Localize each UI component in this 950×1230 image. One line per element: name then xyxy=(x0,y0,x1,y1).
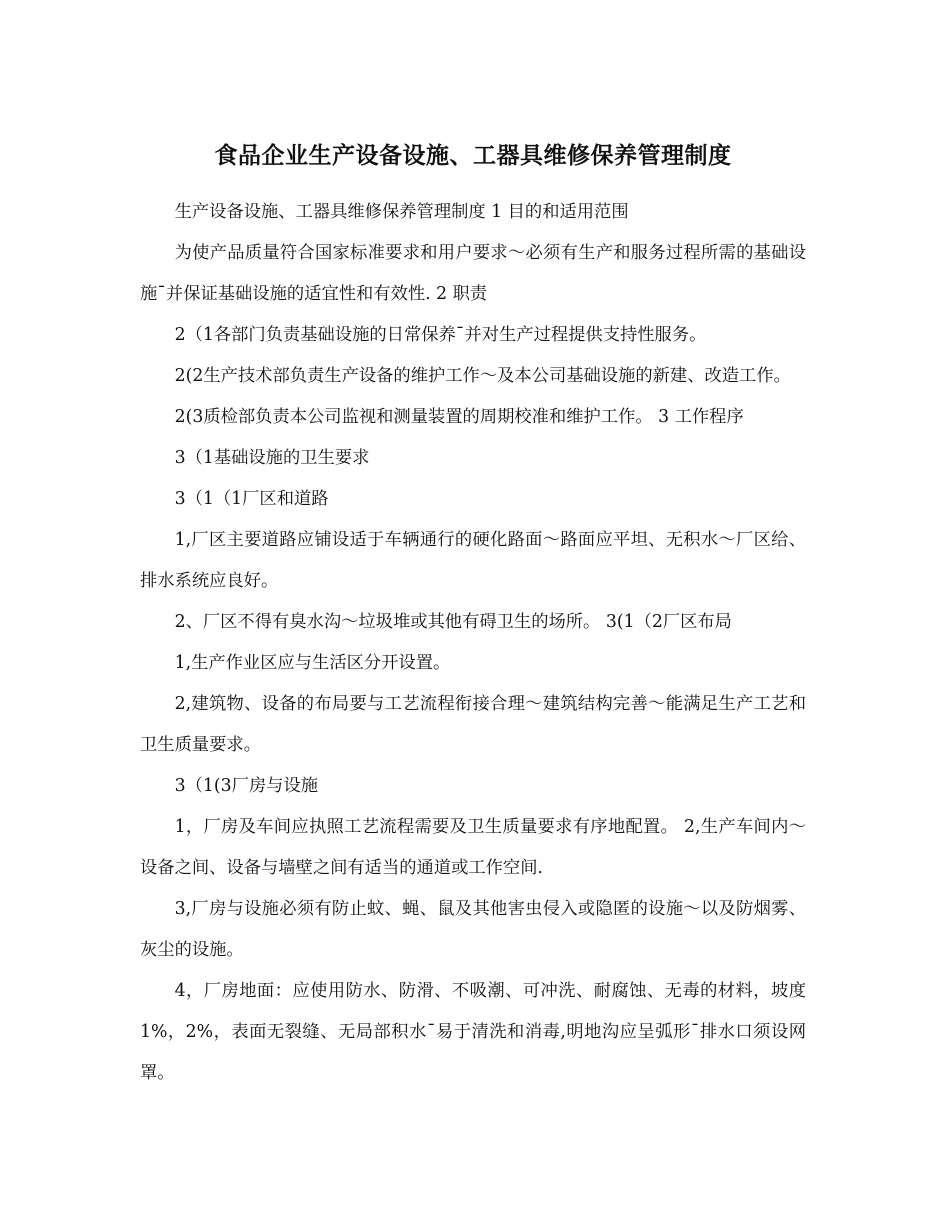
paragraph: 1，厂房及车间应执照工艺流程需要及卫生质量要求有序地配置。 2,生产车间内～设备之间、设备与墙壁之间有适当的通道或工作空间. xyxy=(140,817,806,878)
paragraph: 2,建筑物、设备的布局要与工艺流程衔接合理～建筑结构完善～能满足生产工艺和卫生质量要求。 xyxy=(140,694,806,755)
paragraph: 2、厂区不得有臭水沟～垃圾堆或其他有碍卫生的场所。 3(1（2厂区布局 xyxy=(174,612,732,632)
document-title: 食品企业生产设备设施、工器具维修保养管理制度 xyxy=(214,142,732,169)
paragraph: 2（1各部门负责基础设施的日常保养ˉ并对生产过程提供支持性服务。 xyxy=(174,325,707,345)
paragraph: 2(2生产技术部负责生产设备的维护工作～及本公司基础设施的新建、改造工作。 xyxy=(174,366,791,386)
paragraph: 1,厂区主要道路应铺设适于车辆通行的硬化路面～路面应平坦、无积水～厂区给、排水系统应良好。 xyxy=(140,530,806,591)
paragraph: 为使产品质量符合国家标准要求和用户要求～必须有生产和服务过程所需的基础设施ˉ并保证基础设施的适宜性和有效性. 2 职责 xyxy=(140,243,806,304)
paragraph: 2(3质检部负责本公司监视和测量装置的周期校准和维护工作。 3 工作程序 xyxy=(174,407,744,427)
paragraph: 生产设备设施、工器具维修保养管理制度 1 目的和适用范围 xyxy=(174,202,629,222)
paragraph: 3（1（1厂区和道路 xyxy=(174,489,329,509)
paragraph: 1,生产作业区应与生活区分开设置。 xyxy=(174,653,451,673)
paragraph: 3（1(3厂房与设施 xyxy=(174,776,319,796)
paragraph: 3（1基础设施的卫生要求 xyxy=(174,448,370,468)
paragraph: 3,厂房与设施必须有防止蚊、蝇、鼠及其他害虫侵入或隐匿的设施～以及防烟雾、灰尘的设施。 xyxy=(140,899,806,960)
document-body xyxy=(140,192,806,1094)
paragraph: 4，厂房地面：应使用防水、防滑、不吸潮、可冲洗、耐腐蚀、无毒的材料，坡度1%，2%，表面无裂缝、无局部积水ˉ易于清洗和消毒,明地沟应呈弧形ˉ排水口须设网罩。 xyxy=(140,981,806,1083)
